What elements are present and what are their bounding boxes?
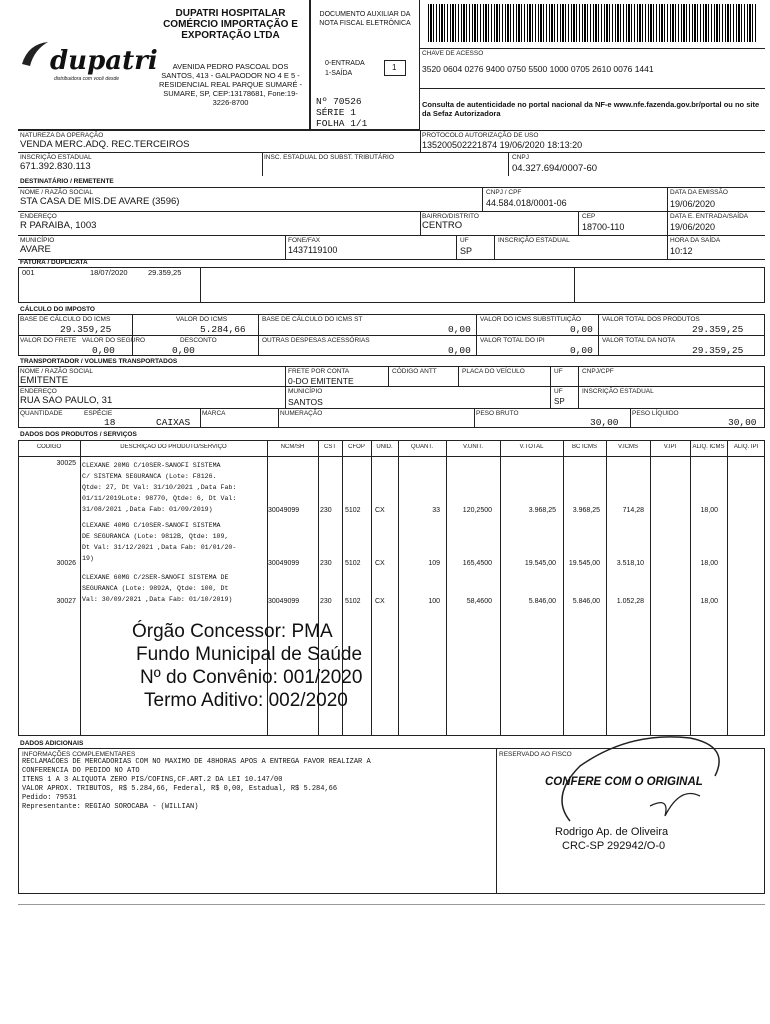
consult-text: Consulta de autenticidade no portal nacional da NF-e www.nfe.fazenda.gov.br/portal ou no site da Sefaz Autorizadora [422,100,760,118]
product-vunit: 120,2500 [462,507,492,514]
transport-box [18,366,765,428]
product-vicms: 714,28 [622,507,644,514]
product-cst: 230 [320,560,332,567]
issuer-address: AVENIDA PEDRO PASCOAL DOS SANTOS, 413 - GALPAODOR NO 4 E 5 - RESIDENCIAL REAL PARQUE SUMARÉ - SUMARE, SP, CEP:13178681, Fone:19-3226-8700 [158,62,303,107]
products-header-cell: CÓDIGO [36,444,62,450]
additional-section-title: DADOS ADICIONAIS [20,740,84,747]
exit-date: 19/06/2020 [670,222,716,232]
product-ncm: 30049099 [268,560,300,567]
product-cst: 230 [320,507,332,514]
recipient-district: CENTRO [422,220,463,231]
product-vicms: 3.518,10 [616,560,644,567]
signer-crc: CRC-SP 292942/O-0 [562,840,666,852]
gross-weight: 30,00 [590,417,619,428]
issuer-ie: 671.392.830.113 [20,161,91,172]
exit-hour: 10:12 [670,246,693,256]
product-description: CLEXANE 60MG C/2SER-SANOFI SISTEMA DE SEGURANCA (Lote: 9892A, Qtde: 100, Dt Val: 30/09/2021 ,Data Fab: 01/10/2019) [82,574,233,603]
product-aliq: 18,00 [700,507,718,514]
products-header-cell: CST [324,444,336,450]
danfe-number: Nº 70526 [316,96,362,107]
recipient-address: R PARAIBA, 1003 [20,220,97,231]
products-header-cell: ALÍQ. IPI [733,444,759,450]
total-products-value: 29.359,25 [692,324,744,335]
products-header-cell: V.UNIT. [462,444,484,450]
products-header-cell: DESCRIÇÃO DO PRODUTO/SERVIÇO [120,444,227,450]
complementary-info: RECLAMACOES DE MERCADORIAS COM NO MAXIMO DE 48HORAS APOS A ENTREGA FAVOR REALIZAR A CONFERENCIA DO PEDIDO NO ATO ITENS 1 A 3 ALIQUOTA ZERO PIS/COFINS,CF.ART.2 DA LEI 10.147/00 VALOR APROX. TRIBUTOS, R$ 5.284,66, Federal, R$ 0,00, Estadual, R$ 5.284,66 Pedido: 79531 Representante: REGIAO SOROCABA - (WILLIAN) [22,758,371,811]
emission-date: 19/06/2020 [670,199,716,209]
product-cst: 230 [320,598,332,605]
grant-stamp: Órgão Concessor: PMA Fundo Municipal de Saúde Nº do Convênio: 001/2020 Termo Aditivo: 002/2020 [132,621,363,711]
base-icms-value: 29.359,25 [60,324,112,335]
products-header-cell: CFOP [348,444,365,450]
recipient-phone: 1437119100 [288,245,338,255]
product-ncm: 30049099 [268,598,300,605]
protocol: 135200502221874 19/06/2020 18:13:20 [422,140,583,150]
recipient-uf: SP [460,246,473,256]
recipient-section-title: DESTINATÁRIO / REMETENTE [20,178,114,185]
products-header-cell: V.TOTAL [519,444,544,450]
carrier-address: RUA SAO PAULO, 31 [20,395,113,406]
product-vtotal: 3.968,25 [528,507,556,514]
net-weight: 30,00 [728,417,757,428]
carrier-name: EMITENTE [20,375,69,386]
product-qty: 33 [432,507,440,514]
products-section-title: DADOS DOS PRODUTOS / SERVIÇOS [20,431,137,438]
carrier-city: SANTOS [288,397,323,407]
product-code: 30027 [56,598,76,605]
other-expenses-value: 0,00 [448,345,471,356]
recipient-cep: 18700-110 [582,222,625,232]
ipi-value: 0,00 [570,345,593,356]
products-header-cell: QUANT. [410,444,433,450]
recipient-city: AVARE [20,244,51,255]
product-description: CLEXANE 40MG C/10SER-SANOFI SISTEMA DE SEGURANCA (Lote: 9812B, Qtde: 109, Dt Val: 31/12/2021 ,Data Fab: 01/01/20- 19) [82,522,237,562]
invoice-section-title: FATURA / DUPLICATA [20,259,88,266]
signer-name: Rodrigo Ap. de Oliveira [555,826,669,838]
product-vunit: 165,4500 [462,560,492,567]
tax-section-title: CÁLCULO DO IMPOSTO [20,306,95,313]
total-note-value: 29.359,25 [692,345,744,356]
product-cfop: 5102 [345,560,361,567]
products-header-cell: ALÍQ. ICMS [692,444,725,450]
product-unit: CX [375,560,385,567]
products-header-cell: UNID. [376,444,393,450]
recipient-name: STA CASA DE MIS.DE AVARE (3596) [20,196,180,207]
product-vtotal: 19.545,00 [524,560,556,567]
product-aliq: 18,00 [700,598,718,605]
product-vtotal: 5.846,00 [528,598,556,605]
logo-mark-icon [20,40,50,68]
volume-qty: 18 [104,417,116,428]
carrier-uf: SP [554,397,565,406]
danfe-sheet: FOLHA 1/1 [316,118,368,129]
product-qty: 109 [428,560,440,567]
product-description: CLEXANE 20MG C/10SER-SANOFI SISTEMA C/ SISTEMA SEGURANCA (Lote: F8126. Qtde: 27, Dt Val: 31/10/2021 ,Data Fab: 01/11/2019Lote: 98770, Qtde: 6, Dt Val: 31/08/2021 ,Data Fab: 01/09/2019) [82,462,237,513]
product-aliq: 18,00 [700,560,718,567]
danfe-series: SÉRIE 1 [316,107,356,118]
product-code: 30025 [56,460,76,467]
dupatri-logo: dupatri distribuidora com você desde [20,40,150,85]
product-bc: 5.846,00 [572,598,600,605]
recipient-cnpj: 44.584.018/0001-06 [486,198,567,208]
operation-nature: VENDA MERC.ADQ. REC.TERCEIROS [20,139,190,150]
icms-st-value: 0,00 [570,324,593,335]
product-ncm: 30049099 [268,507,300,514]
freight-value: 0,00 [92,345,115,356]
products-header-cell: V.IPI [663,444,677,450]
danfe-title: DOCUMENTO AUXILIAR DA NOTA FISCAL ELETRÔNICA [319,11,411,27]
product-vicms: 1.052,28 [616,598,644,605]
volume-species: CAIXAS [156,417,191,428]
invoice-value: 29.359,25 [148,268,182,277]
confere-stamp: CONFERE COM O ORIGINAL [545,776,703,788]
issuer-name: DUPATRI HOSPITALAR COMÉRCIO IMPORTAÇÃO E EXPORTAÇÃO LTDA [163,8,298,41]
products-header-cell: V.ICMS [617,444,639,450]
products-header-cell: BC ICMS [571,444,597,450]
icms-value: 5.284,66 [200,324,246,335]
product-code: 30026 [56,560,76,567]
invoice-date: 18/07/2020 [90,268,128,277]
product-qty: 100 [428,598,440,605]
product-unit: CX [375,507,385,514]
product-unit: CX [375,598,385,605]
product-vunit: 58,4600 [466,598,492,605]
issuer-cnpj: 04.327.694/0007-60 [512,163,598,174]
freight-mode: 0-DO EMITENTE [288,376,354,386]
product-bc: 3.968,25 [572,507,600,514]
product-bc: 19.545,00 [568,560,600,567]
invoice-box [18,267,765,303]
invoice-number: 001 [22,268,35,277]
access-key-barcode [428,4,756,42]
products-header-cell: NCM/SH [280,444,305,450]
access-key: 3520 0604 0276 9400 0750 5500 1000 0705 2610 0076 1441 [422,64,654,74]
product-cfop: 5102 [345,507,361,514]
product-cfop: 5102 [345,598,361,605]
transport-section-title: TRANSPORTADOR / VOLUMES TRANSPORTADOS [20,358,178,365]
base-st-value: 0,00 [448,324,471,335]
insurance-value: 0,00 [172,345,195,356]
